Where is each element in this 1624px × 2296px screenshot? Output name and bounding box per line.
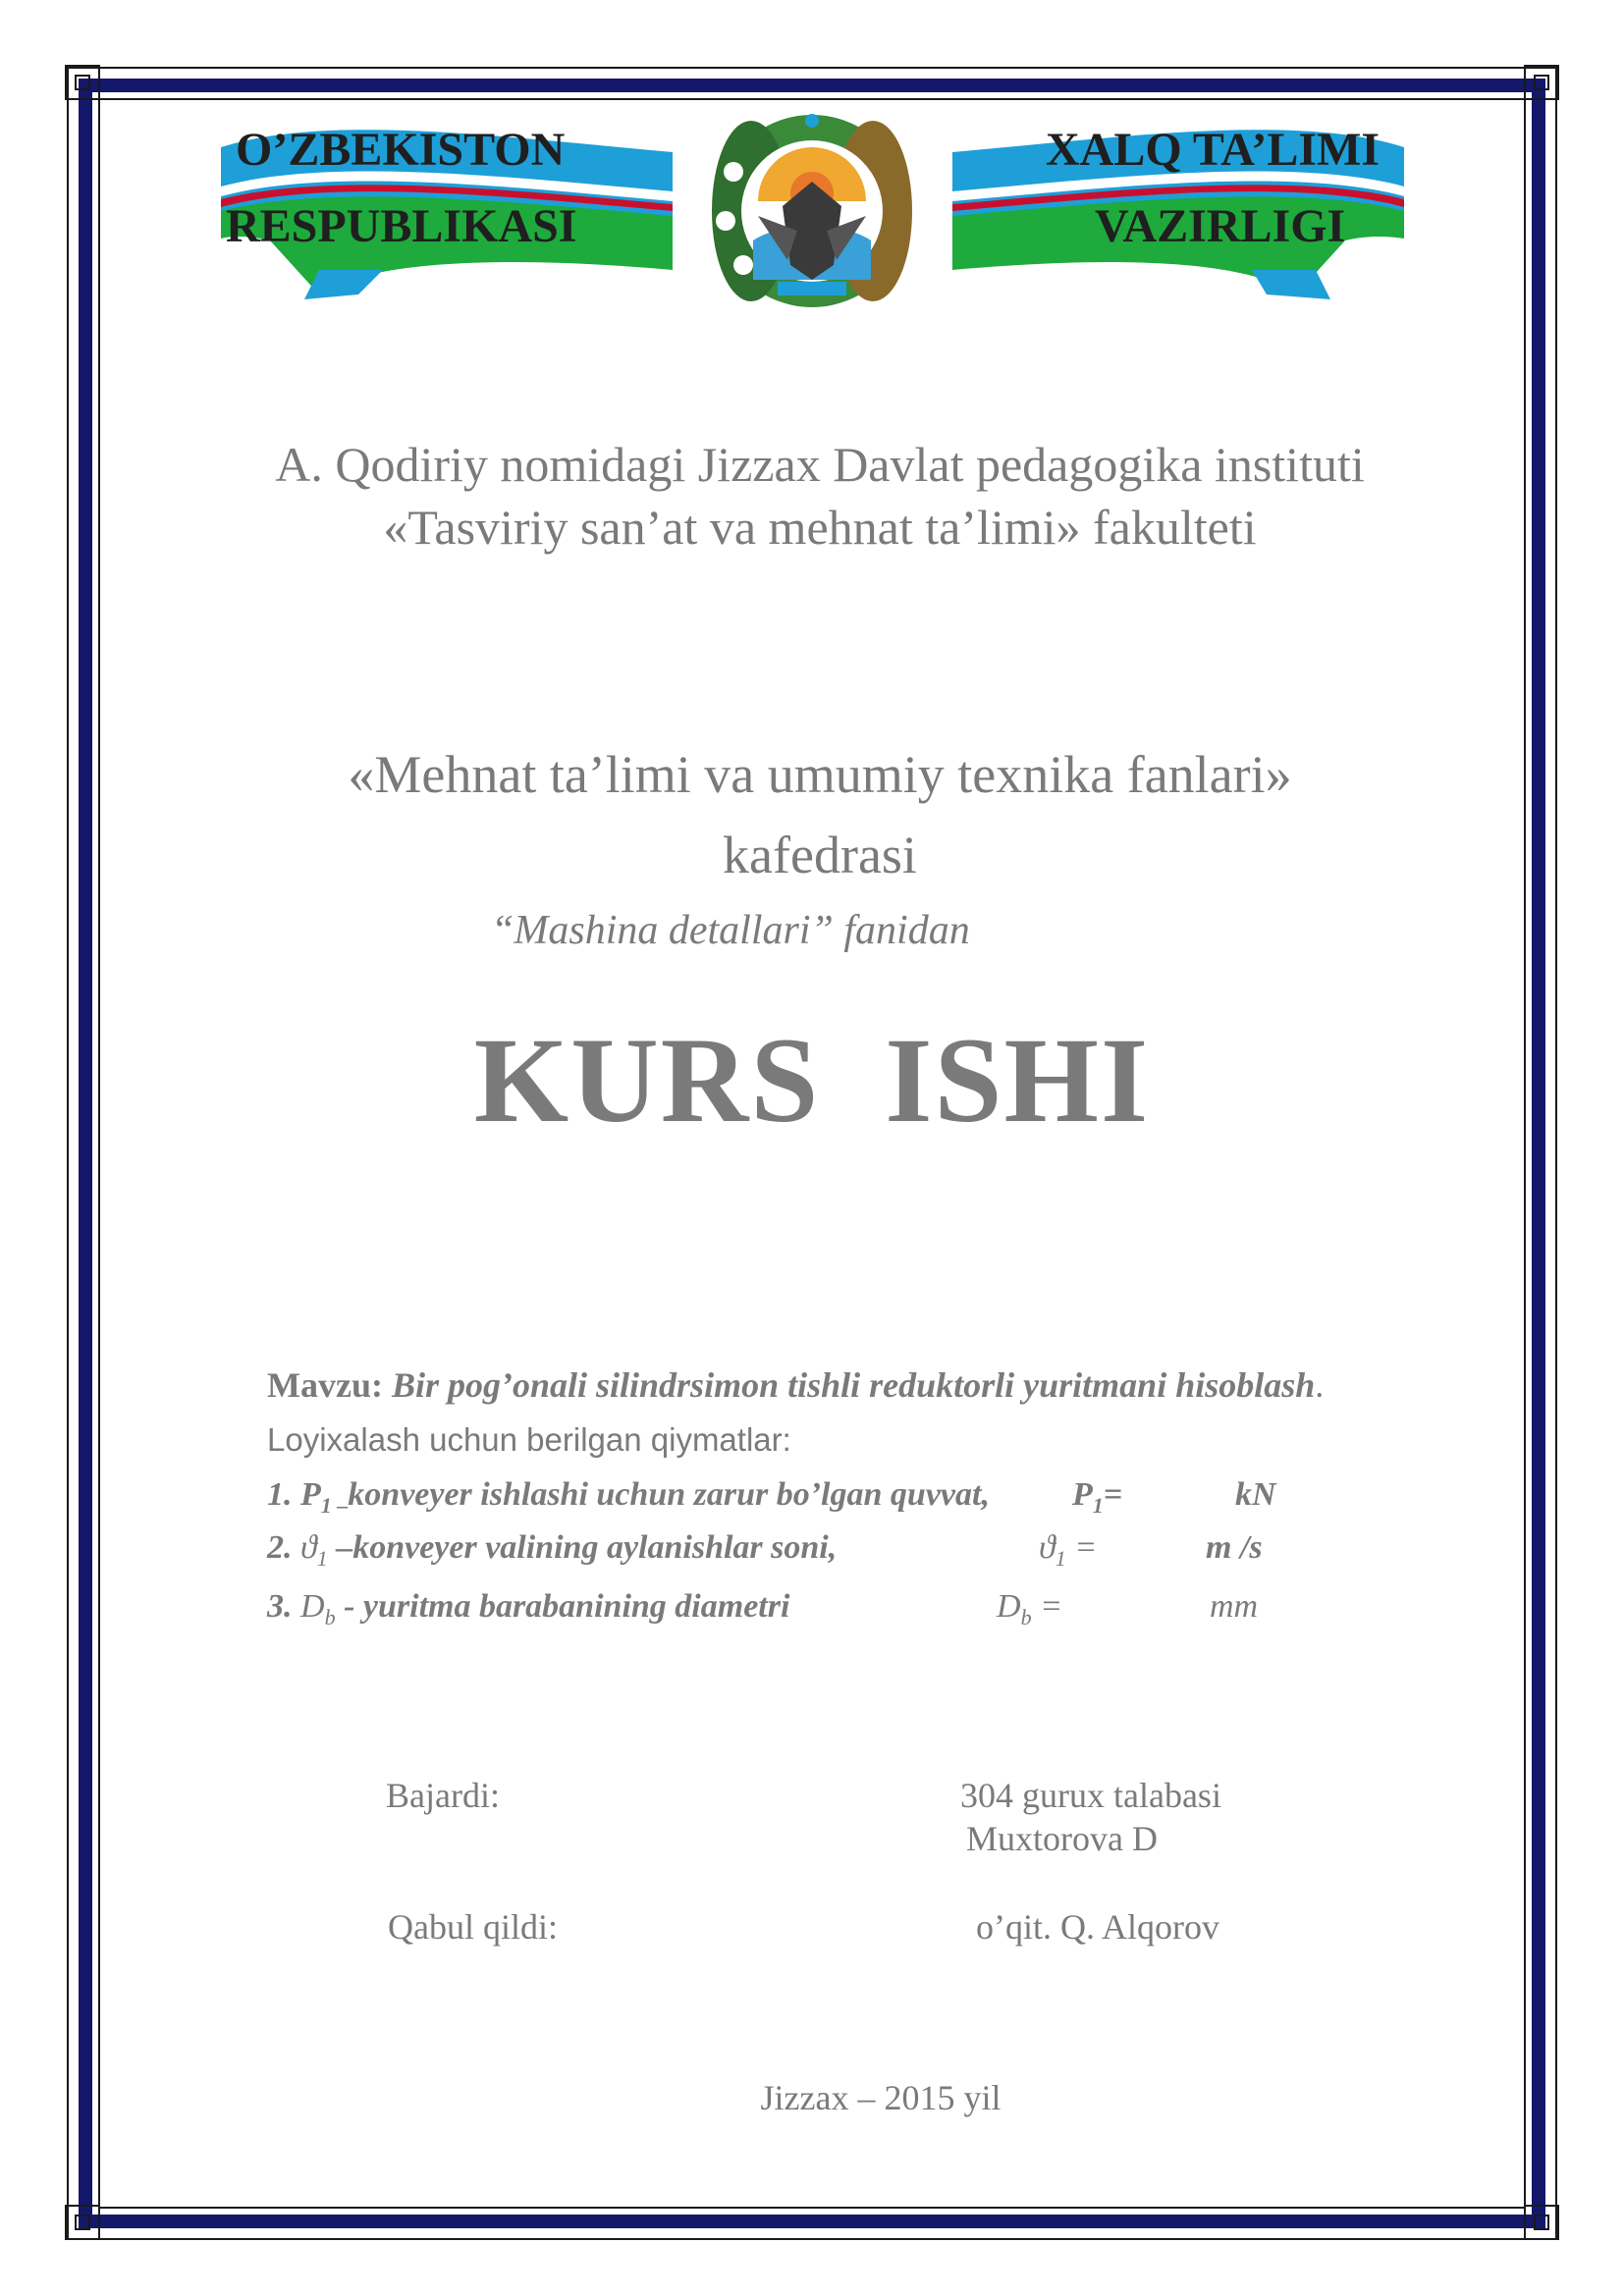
banner-text-left-top: O’ZBEKISTON bbox=[236, 124, 566, 176]
department-name: «Mehnat ta’limi va umumiy texnika fanlari» bbox=[348, 745, 1292, 804]
power-unit: kN bbox=[1235, 1476, 1276, 1513]
banner-text-right-bottom: VAZIRLIGI bbox=[1095, 200, 1346, 252]
corner-ornament-top-left bbox=[65, 65, 100, 100]
accepted-by-label: Qabul qildi: bbox=[388, 1907, 558, 1947]
topic-value: Bir pog’onali silindrsimon tishli reduktorli yuritmani hisoblash bbox=[391, 1365, 1316, 1405]
header-banner bbox=[211, 113, 1414, 309]
topic-period: . bbox=[1315, 1365, 1325, 1405]
formula-symbol: P bbox=[1072, 1476, 1093, 1513]
item-number: 1. bbox=[267, 1476, 293, 1513]
item-symbol: D bbox=[300, 1588, 325, 1625]
item-description: - yuritma barabanining diametri bbox=[335, 1588, 790, 1625]
emblem-icon bbox=[712, 114, 912, 307]
item-symbol: P bbox=[300, 1476, 321, 1513]
item-subscript: 1 bbox=[316, 1545, 328, 1571]
given-values-intro: Loyixalash uchun berilgan qiymatlar: bbox=[267, 1421, 791, 1458]
student-group: 304 gurux talabasi bbox=[960, 1776, 1221, 1815]
diameter-unit: mm bbox=[1210, 1588, 1259, 1625]
formula-subscript: 1 bbox=[1092, 1492, 1104, 1518]
course-subject: “Mashina detallari” fanidan bbox=[491, 908, 970, 953]
item-description: –konveyer valining aylanishlar soni, bbox=[327, 1529, 838, 1566]
teacher-name: o’qit. Q. Alqorov bbox=[976, 1907, 1219, 1947]
speed-formula bbox=[1039, 1529, 1097, 1572]
banner-text-left-bottom: RESPUBLIKASI bbox=[226, 200, 577, 252]
formula-subscript: b bbox=[1020, 1604, 1032, 1629]
item-number: 3. bbox=[267, 1588, 293, 1625]
banner-text-right-top: XALQ TA’LIMI bbox=[1046, 124, 1380, 176]
topic-line bbox=[267, 1364, 1324, 1406]
item-subscript: b bbox=[324, 1604, 336, 1629]
given-item-diameter bbox=[267, 1588, 789, 1630]
city-year: Jizzax – 2015 yil bbox=[760, 2078, 1001, 2117]
corner-ornament-bottom-right bbox=[1524, 2205, 1559, 2240]
item-subscript: 1 – bbox=[320, 1492, 349, 1518]
formula-subscript: 1 bbox=[1055, 1545, 1066, 1571]
item-symbol: ϑ bbox=[300, 1529, 317, 1566]
page-border-inner bbox=[98, 98, 1526, 2209]
corner-ornament-bottom-left bbox=[65, 2205, 100, 2240]
given-item-power bbox=[267, 1476, 990, 1519]
topic-label: Mavzu: bbox=[267, 1365, 383, 1405]
faculty-name: «Tasviriy san’at va mehnat ta’limi» fakulteti bbox=[383, 500, 1257, 555]
formula-symbol: ϑ bbox=[1039, 1529, 1056, 1566]
given-item-speed bbox=[267, 1529, 837, 1572]
power-formula bbox=[1072, 1476, 1122, 1519]
speed-unit: m /s bbox=[1206, 1529, 1263, 1566]
diameter-formula bbox=[997, 1588, 1062, 1630]
formula-equals: = bbox=[1103, 1476, 1123, 1513]
institute-name: A. Qodiriy nomidagi Jizzax Davlat pedagogika instituti bbox=[275, 437, 1365, 492]
done-by-label: Bajardi: bbox=[386, 1776, 500, 1815]
student-name: Muxtorova D bbox=[966, 1819, 1158, 1858]
department-suffix: kafedrasi bbox=[723, 826, 917, 884]
item-description: konveyer ishlashi uchun zarur bo’lgan quvvat, bbox=[348, 1476, 990, 1513]
formula-symbol: D bbox=[997, 1588, 1021, 1625]
document-title: KURS ISHI bbox=[473, 1013, 1151, 1148]
formula-equals: = bbox=[1031, 1588, 1063, 1625]
formula-equals: = bbox=[1065, 1529, 1098, 1566]
item-number: 2. bbox=[267, 1529, 293, 1566]
corner-ornament-top-right bbox=[1524, 65, 1559, 100]
